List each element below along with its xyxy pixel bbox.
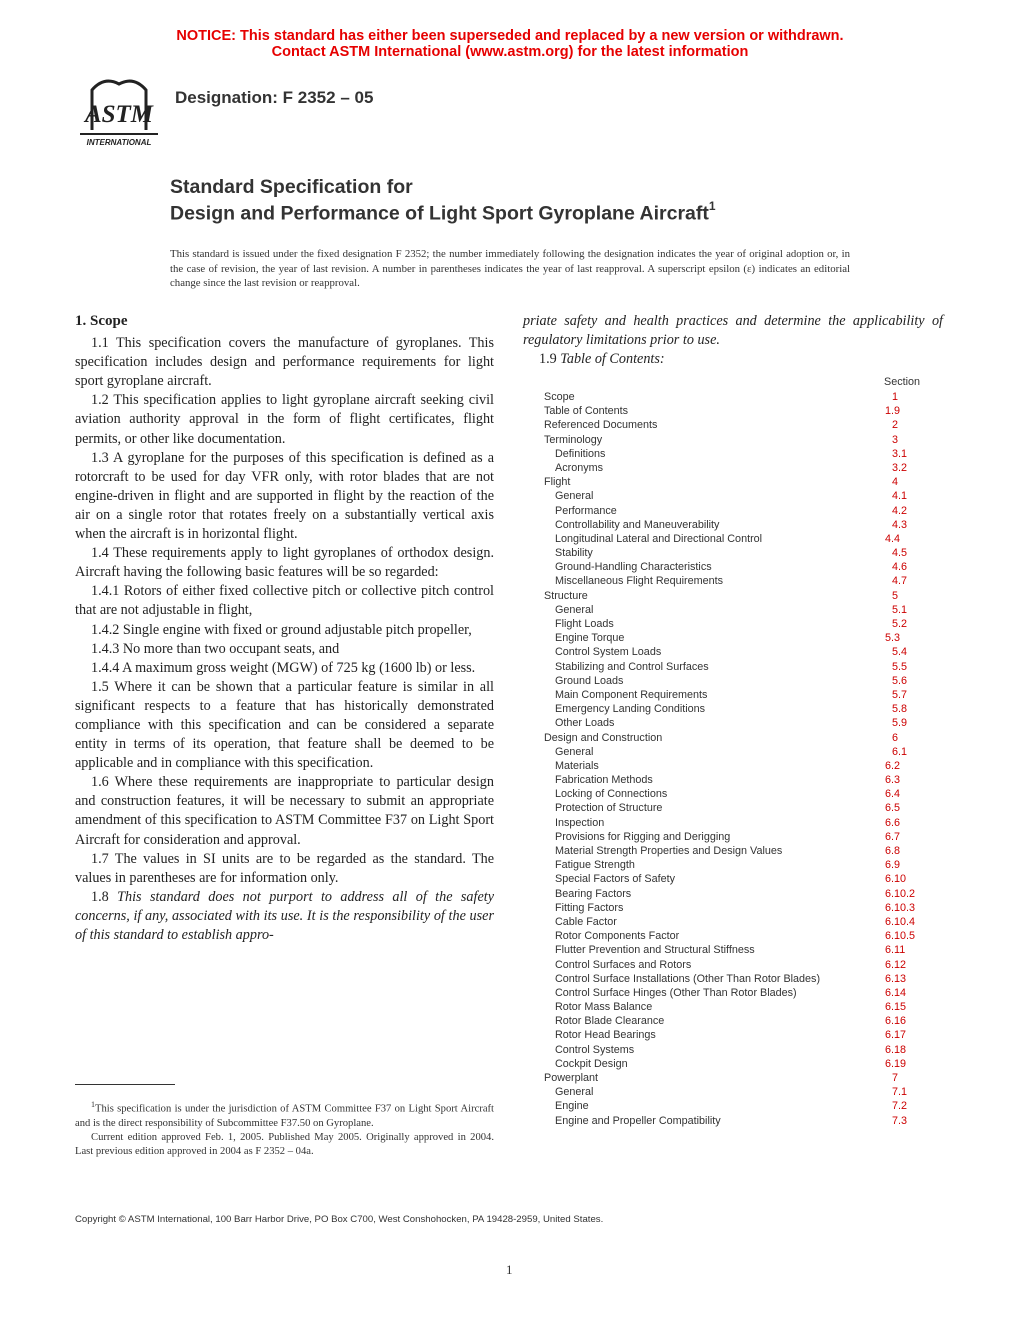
toc-section-link[interactable]: 5.6	[892, 674, 908, 687]
toc-label: Stabilizing and Control Surfaces	[555, 660, 709, 673]
toc-row	[544, 560, 929, 574]
toc-section-link[interactable]: 5.4	[892, 646, 908, 659]
toc-row	[544, 1028, 929, 1042]
toc-row	[544, 745, 929, 759]
toc-label: Engine	[555, 1100, 589, 1113]
toc-section-link[interactable]: 5	[892, 589, 899, 602]
toc-section-link[interactable]: 6.10.3	[885, 901, 916, 914]
toc-row	[544, 603, 929, 617]
toc-row	[544, 461, 929, 475]
para-1-3: 1.3 A gyroplane for the purposes of this specification is defined as a rotorcraft to be used for day VFR only, with rotor blades that are not engine-driven in flight and are supported in flight by the reaction of the air on a single rotor that rotates freely on a substantially vertical axis when the aircraft is in horizontal flight.	[75, 449, 494, 543]
toc-label: Ground-Handling Characteristics	[555, 561, 712, 574]
toc-row	[544, 787, 929, 801]
notice-line-2: Contact ASTM International (www.astm.org) for the latest information	[271, 44, 749, 60]
toc-row	[544, 972, 929, 986]
notice-line-1: NOTICE: This standard has either been superseded and replaced by a new version or withdrawn.	[176, 28, 844, 44]
toc-row	[544, 759, 929, 773]
para-1-9	[523, 350, 943, 369]
toc-section-link[interactable]: 5.5	[892, 660, 908, 673]
toc-section-link[interactable]: 6.4	[885, 788, 901, 801]
toc-label: Control Surface Installations (Other Than Rotor Blades)	[555, 972, 821, 985]
toc-label: Cockpit Design	[555, 1057, 628, 1070]
toc-section-link[interactable]: 6.3	[885, 774, 901, 787]
toc-label: Rotor Mass Balance	[555, 1001, 653, 1014]
toc-section-link[interactable]: 3	[892, 433, 899, 446]
footnote-2: Current edition approved Feb. 1, 2005. Published May 2005. Originally approved in 2004. Last previous edition approved in 2004 as F 2352 – 04a.	[75, 1131, 494, 1157]
footnotes	[75, 1098, 494, 1159]
preamble: This standard is issued under the fixed designation F 2352; the number immediately following the designation indicates the year of original adoption or, in the case of revision, the year of last revision. A number in parentheses indicates the year of last reapproval. A superscript epsilon (ε) indicates an editorial change since the last revision or reapproval.	[170, 248, 850, 289]
toc-section-link[interactable]: 1	[892, 391, 899, 403]
toc-section-link[interactable]: 6.5	[885, 802, 901, 815]
toc-label: Control Surface Hinges (Other Than Rotor Blades)	[555, 986, 797, 999]
para-1-4-3: 1.4.3 No more than two occupant seats, and	[91, 640, 340, 657]
toc-label: Referenced Documents	[544, 419, 658, 432]
toc-section-link[interactable]: 4.1	[892, 490, 908, 503]
toc-row	[544, 887, 929, 901]
para-1-8-text: This standard does not purport to address all of the safety concerns, if any, associated with its use. It is the responsibility of the user of this standard to establish appro-	[75, 888, 494, 943]
toc-row	[544, 475, 929, 489]
toc-row	[544, 688, 929, 702]
toc-row	[544, 504, 929, 518]
toc-section-link[interactable]: 6.10	[885, 873, 907, 886]
toc-section-link[interactable]: 5.1	[892, 603, 908, 616]
title-footnote-mark: 1	[708, 199, 716, 213]
toc-section-link[interactable]: 2	[892, 419, 899, 432]
toc-label: Structure	[544, 589, 588, 602]
toc-label: Protection of Structure	[555, 802, 663, 815]
toc-label: Locking of Connections	[555, 788, 668, 801]
toc-section-link[interactable]: 1.9	[885, 405, 901, 418]
toc-section-link[interactable]: 7	[892, 1072, 899, 1084]
toc-label: Rotor Components Factor	[555, 930, 680, 943]
toc-section-link[interactable]: 7.1	[892, 1086, 908, 1099]
toc-label: Table of Contents	[544, 405, 629, 418]
toc-label: General	[555, 603, 594, 616]
toc-section-link[interactable]: 6.2	[885, 759, 901, 772]
para-1-9-num: 1.9	[539, 351, 561, 368]
toc-row	[544, 1114, 929, 1128]
toc-label: Fatigue Strength	[555, 859, 635, 872]
toc-label: Fabrication Methods	[555, 774, 653, 787]
toc-row	[544, 872, 929, 886]
toc-label: Definitions	[555, 447, 606, 460]
copyright: Copyright © ASTM International, 100 Barr Harbor Drive, PO Box C700, West Conshohocken, PA 19428-2959, United States.	[75, 1214, 604, 1225]
toc-row	[544, 1057, 929, 1071]
toc-label: Provisions for Rigging and Derigging	[555, 830, 731, 843]
toc-label: General	[555, 745, 594, 758]
toc-row	[544, 801, 929, 815]
toc-section-link[interactable]: 5.7	[892, 688, 908, 701]
footnote-rule	[75, 1084, 175, 1085]
toc-section-link[interactable]: 6.16	[885, 1015, 907, 1028]
toc-section-link[interactable]: 6.13	[885, 972, 907, 985]
toc-section-link[interactable]: 5.3	[885, 632, 901, 645]
toc-label: Material Strength Properties and Design Values	[555, 845, 783, 857]
toc-row	[544, 858, 929, 872]
toc-row	[544, 589, 929, 603]
toc-section-link[interactable]: 6.15	[885, 1001, 907, 1014]
toc-section-link[interactable]: 7.2	[892, 1100, 908, 1113]
toc-section-link[interactable]: 4.2	[892, 504, 908, 517]
toc-row	[544, 915, 929, 929]
toc-list	[544, 390, 929, 1128]
toc-section-link[interactable]: 6.14	[885, 986, 907, 999]
toc-label: Fitting Factors	[555, 901, 624, 914]
para-1-2: 1.2 This specification applies to light gyroplane aircraft seeking civil aviation authority approval in the form of flight certificates, flight permits, or other like documentation.	[75, 392, 494, 447]
toc-row	[544, 844, 929, 858]
toc-section-link[interactable]: 6.7	[885, 830, 901, 843]
toc-row	[544, 1071, 929, 1085]
toc-label: Control System Loads	[555, 646, 662, 659]
toc-label: Ground Loads	[555, 674, 624, 687]
toc-row	[544, 532, 929, 546]
toc-section-link[interactable]: 4.5	[892, 547, 908, 560]
toc-label: Flight	[544, 476, 571, 489]
para-1-9-label: Table of Contents:	[560, 351, 665, 368]
astm-logo	[78, 72, 160, 152]
toc-row	[544, 518, 929, 532]
toc-row	[544, 816, 929, 830]
scope-continuation	[523, 312, 943, 369]
para-1-4-2: 1.4.2 Single engine with fixed or ground adjustable pitch propeller,	[91, 621, 472, 638]
scope-heading: 1. Scope	[75, 313, 128, 329]
toc-row	[544, 1000, 929, 1014]
toc-label: Flutter Prevention and Structural Stiffness	[555, 944, 755, 957]
title-line-1: Standard Specification for	[170, 176, 413, 198]
scope-column	[75, 312, 494, 945]
para-1-6: 1.6 Where these requirements are inappropriate to particular design and construction features, it will be necessary to submit an appropriate amendment of this specification to ASTM Committee F37 on Light Sport Aircraft for consideration and approval.	[75, 774, 494, 848]
toc-row	[544, 674, 929, 688]
para-1-8-num: 1.8	[91, 888, 118, 905]
toc-label: Engine Torque	[555, 632, 625, 645]
toc-row	[544, 404, 929, 418]
toc-row	[544, 574, 929, 588]
toc-row	[544, 546, 929, 560]
toc-section-link[interactable]: 3.2	[892, 461, 908, 474]
toc-row	[544, 986, 929, 1000]
toc-label: Flight Loads	[555, 618, 614, 630]
toc-section-link[interactable]: 5.9	[892, 717, 908, 730]
logo-subtitle: INTERNATIONAL	[86, 138, 152, 147]
toc-row	[544, 489, 929, 503]
toc-label: Powerplant	[544, 1072, 599, 1084]
title-line-2	[170, 201, 716, 226]
toc-section-link[interactable]: 6.18	[885, 1043, 907, 1056]
toc-section-link[interactable]: 6.8	[885, 845, 901, 857]
toc-section-link[interactable]: 6.10.5	[885, 930, 916, 943]
footnote-mark: 1	[91, 1100, 95, 1109]
toc-row	[544, 645, 929, 659]
toc-row	[544, 631, 929, 645]
para-1-7: 1.7 The values in SI units are to be regarded as the standard. The values in parentheses are for information only.	[75, 850, 494, 886]
toc-section-link[interactable]: 7.3	[892, 1114, 908, 1127]
toc-section-link[interactable]: 4.3	[892, 518, 908, 531]
toc-section-link[interactable]: 6.1	[892, 745, 908, 758]
para-1-4-1: 1.4.1 Rotors of either fixed collective pitch or collective pitch control that are not adjustable in flight,	[75, 583, 494, 619]
toc-label: Stability	[555, 547, 593, 560]
toc-label: Controllability and Maneuverability	[555, 518, 720, 531]
toc-row	[544, 418, 929, 432]
toc-section-link[interactable]: 4.4	[885, 532, 901, 545]
toc-label: Bearing Factors	[555, 887, 632, 900]
para-1-8	[75, 888, 494, 945]
toc-row	[544, 1085, 929, 1099]
title-text: Design and Performance of Light Sport Gyroplane Aircraft	[170, 202, 709, 225]
toc-label: Materials	[555, 759, 599, 772]
toc-row	[544, 716, 929, 730]
toc-section-link[interactable]: 6.17	[885, 1029, 907, 1042]
toc-row	[544, 830, 929, 844]
toc-label: Performance	[555, 504, 617, 517]
designation: Designation: F 2352 – 05	[175, 88, 374, 107]
para-1-4: 1.4 These requirements apply to light gyroplanes of orthodox design. Aircraft having the following basic features will be so regarded:	[75, 545, 494, 581]
footnote-1	[75, 1098, 494, 1131]
toc-label: Engine and Propeller Compatibility	[555, 1114, 721, 1127]
toc-section-link[interactable]: 6.11	[885, 944, 906, 957]
toc-section-link[interactable]: 6	[892, 731, 899, 744]
toc-row	[544, 943, 929, 957]
para-1-4-4: 1.4.4 A maximum gross weight (MGW) of 725 kg (1600 lb) or less.	[91, 659, 476, 676]
toc-label: Special Factors of Safety	[555, 873, 676, 886]
toc-section-link[interactable]: 6.6	[885, 816, 901, 829]
toc-row	[544, 433, 929, 447]
toc-label: Terminology	[544, 433, 603, 446]
toc-row	[544, 1099, 929, 1113]
footnote-1-text: This specification is under the jurisdiction of ASTM Committee F37 on Light Sport Aircraft and is the direct responsibility of Subcommittee F37.50 on Gyroplane.	[75, 1103, 494, 1129]
toc-section-link[interactable]: 5.8	[892, 703, 908, 716]
toc-label: Design and Construction	[544, 731, 663, 744]
toc-section-link[interactable]: 6.10.2	[885, 887, 916, 900]
toc-label: Control Surfaces and Rotors	[555, 958, 692, 971]
toc-section-link[interactable]: 4	[892, 476, 899, 489]
toc-row	[544, 958, 929, 972]
toc-row	[544, 773, 929, 787]
toc-row	[544, 731, 929, 745]
toc-row	[544, 617, 929, 631]
toc-section-link[interactable]: 5.2	[892, 618, 908, 630]
para-1-8-continued: priate safety and health practices and determine the applicability of regulatory limitations prior to use.	[523, 313, 943, 349]
toc-row	[544, 660, 929, 674]
toc-section-link[interactable]: 3.1	[892, 447, 908, 460]
para-1-5: 1.5 Where it can be shown that a particular feature is similar in all significant respects to a feature that has historically demonstrated compliance with this specification and can be considered a separate entity in terms of its operation, that feature shall be deemed to be applicable and in compliance with this specification.	[75, 678, 494, 772]
toc-section-header: Section	[884, 376, 921, 388]
toc-section-link[interactable]: 4.7	[892, 575, 908, 588]
toc-row	[544, 447, 929, 461]
toc-label: Scope	[544, 391, 575, 403]
para-1-1: 1.1 This specification covers the manufacture of gyroplanes. This specification includes design and performance requirements for light sport gyroplane aircraft.	[75, 335, 494, 390]
toc-section-link[interactable]: 6.9	[885, 859, 901, 872]
toc-row	[544, 901, 929, 915]
toc-label: General	[555, 490, 594, 503]
toc-label: Miscellaneous Flight Requirements	[555, 575, 724, 588]
toc-section-link[interactable]: 6.19	[885, 1057, 907, 1070]
toc-section-link[interactable]: 6.12	[885, 958, 907, 971]
toc-section-link[interactable]: 6.10.4	[885, 915, 916, 928]
toc-label: Acronyms	[555, 461, 603, 474]
logo-letters: ASTM	[84, 101, 154, 128]
toc-label: Control Systems	[555, 1043, 635, 1056]
toc-label: Inspection	[555, 816, 605, 829]
toc-section-link[interactable]: 4.6	[892, 561, 908, 574]
toc-row	[544, 702, 929, 716]
toc-label: Main Component Requirements	[555, 688, 708, 701]
toc-row	[544, 929, 929, 943]
toc-label: Cable Factor	[555, 915, 617, 928]
toc-row	[544, 390, 929, 404]
toc-label: General	[555, 1086, 594, 1099]
toc-label: Emergency Landing Conditions	[555, 703, 706, 716]
toc-row	[544, 1043, 929, 1057]
toc-label: Rotor Blade Clearance	[555, 1015, 665, 1028]
toc-label: Longitudinal Lateral and Directional Control	[555, 532, 763, 545]
toc-label: Rotor Head Bearings	[555, 1029, 656, 1042]
toc-label: Other Loads	[555, 717, 615, 730]
toc-row	[544, 1014, 929, 1028]
page-number: 1	[506, 1262, 513, 1277]
